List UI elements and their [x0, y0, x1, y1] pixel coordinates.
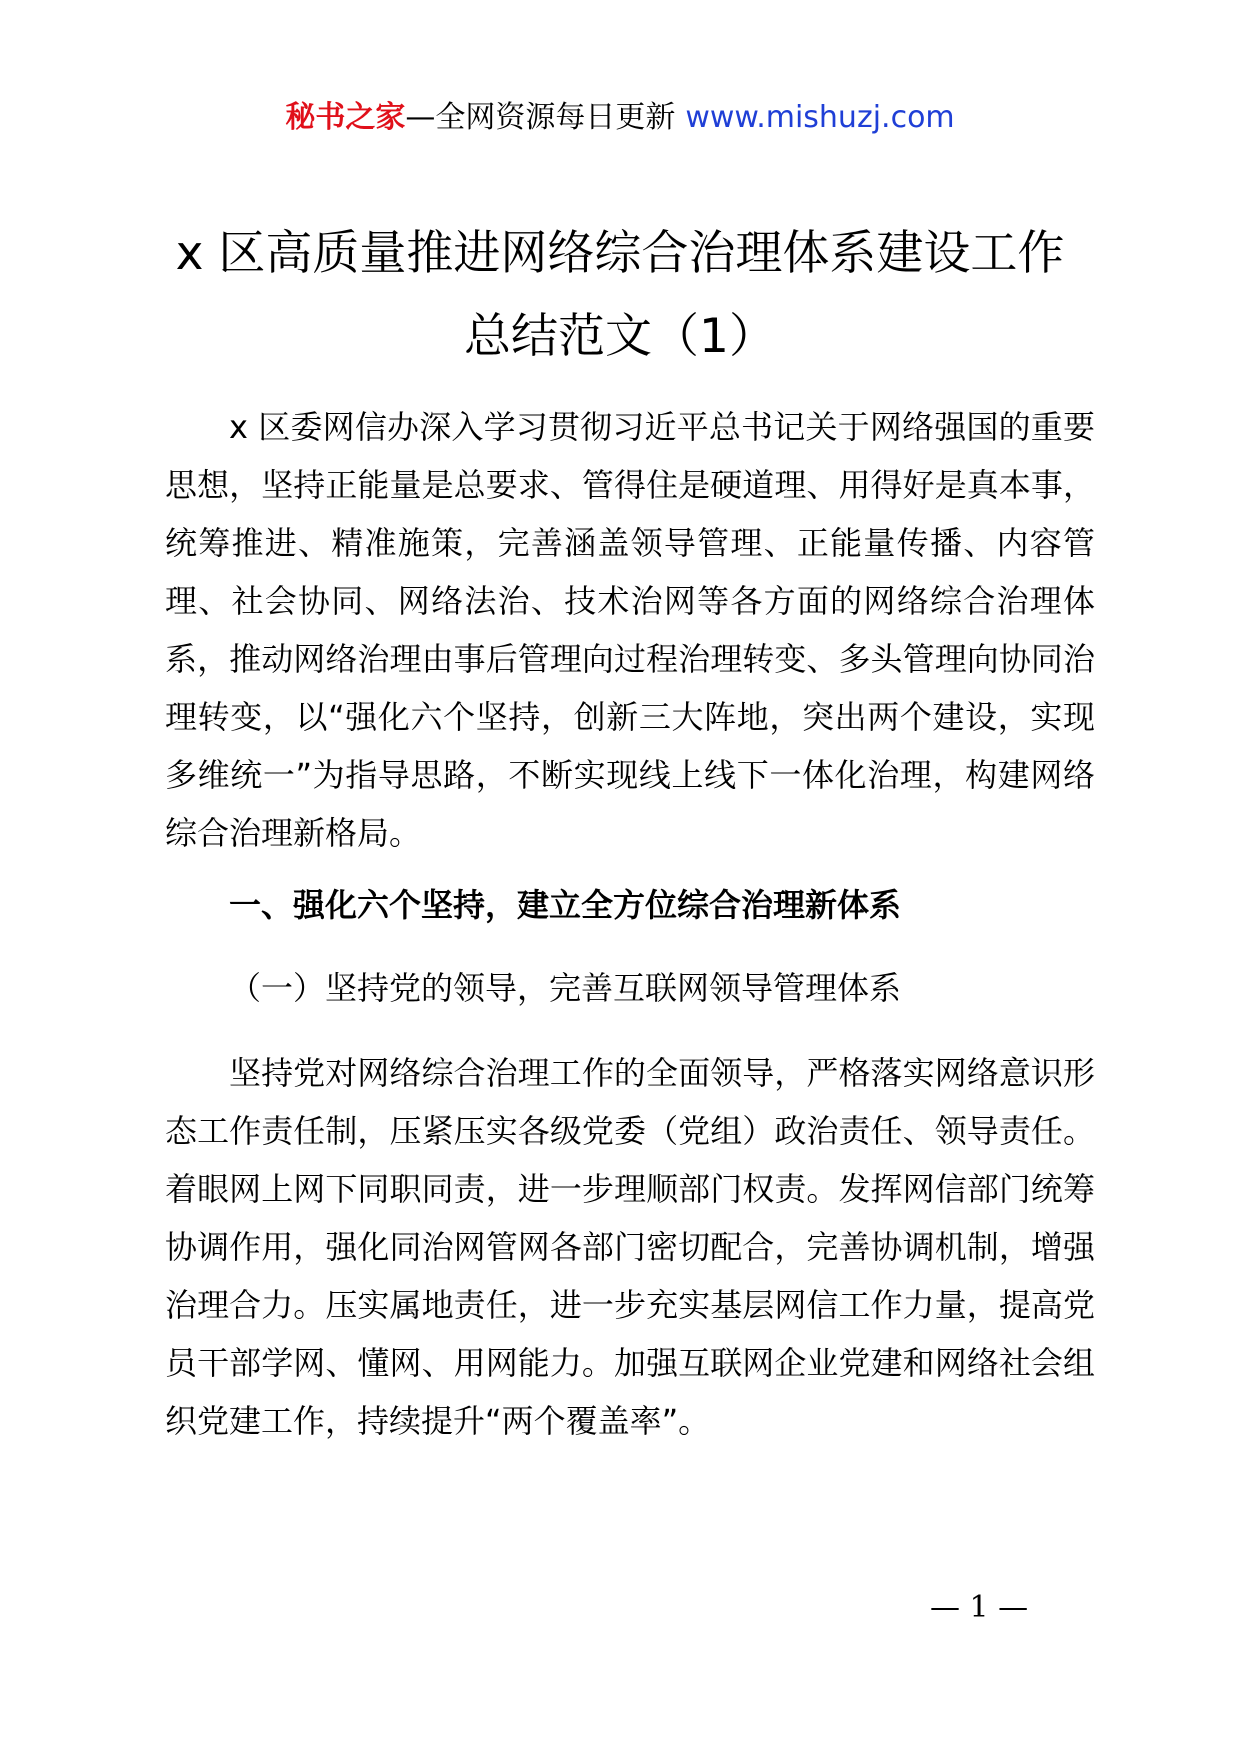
page-number: — 1 —: [930, 1590, 1029, 1625]
subsection-1-heading: （一）坚持党的领导，完善互联网领导管理体系: [229, 969, 902, 1007]
document-title-line-2: 总结范文（1）: [464, 309, 776, 364]
site-url-link[interactable]: www.mishuzj.com: [685, 100, 955, 135]
site-tagline: —全网资源每日更新: [405, 100, 676, 135]
site-header: [0, 98, 1240, 138]
site-brand: 秘书之家: [285, 100, 406, 135]
document-title-line-1: x 区高质量推进网络综合治理体系建设工作: [175, 226, 1065, 281]
subsection-1-paragraph: 坚持党对网络综合治理工作的全面领导，严格落实网络意识形态工作责任制，压紧压实各级党委（党组）政治责任、领导责任。着眼网上网下同职同责，进一步理顺部门权责。发挥网信部门统筹协调作用，强化同治网管网各部门密切配合，完善协调机制，增强治理合力。压实属地责任，进一步充实基层网信工作力量，提高党员干部学网、懂网、用网能力。加强互联网企业党建和网络社会组织党建工作，持续提升“两个覆盖率”。: [165, 1054, 1095, 1440]
section-1-heading: 一、强化六个坚持，建立全方位综合治理新体系: [229, 886, 902, 924]
intro-paragraph: x 区委网信办深入学习贯彻习近平总书记关于网络强国的重要思想，坚持正能量是总要求、管得住是硬道理、用得好是真本事，统筹推进、精准施策，完善涵盖领导管理、正能量传播、内容管理、社会协同、网络法治、技术治网等各方面的网络综合治理体系，推动网络治理由事后管理向过程治理转变、多头管理向协同治理转变，以“强化六个坚持，创新三大阵地，突出两个建设，实现多维统一”为指导思路，不断实现线上线下一体化治理，构建网络综合治理新格局。: [165, 408, 1095, 852]
